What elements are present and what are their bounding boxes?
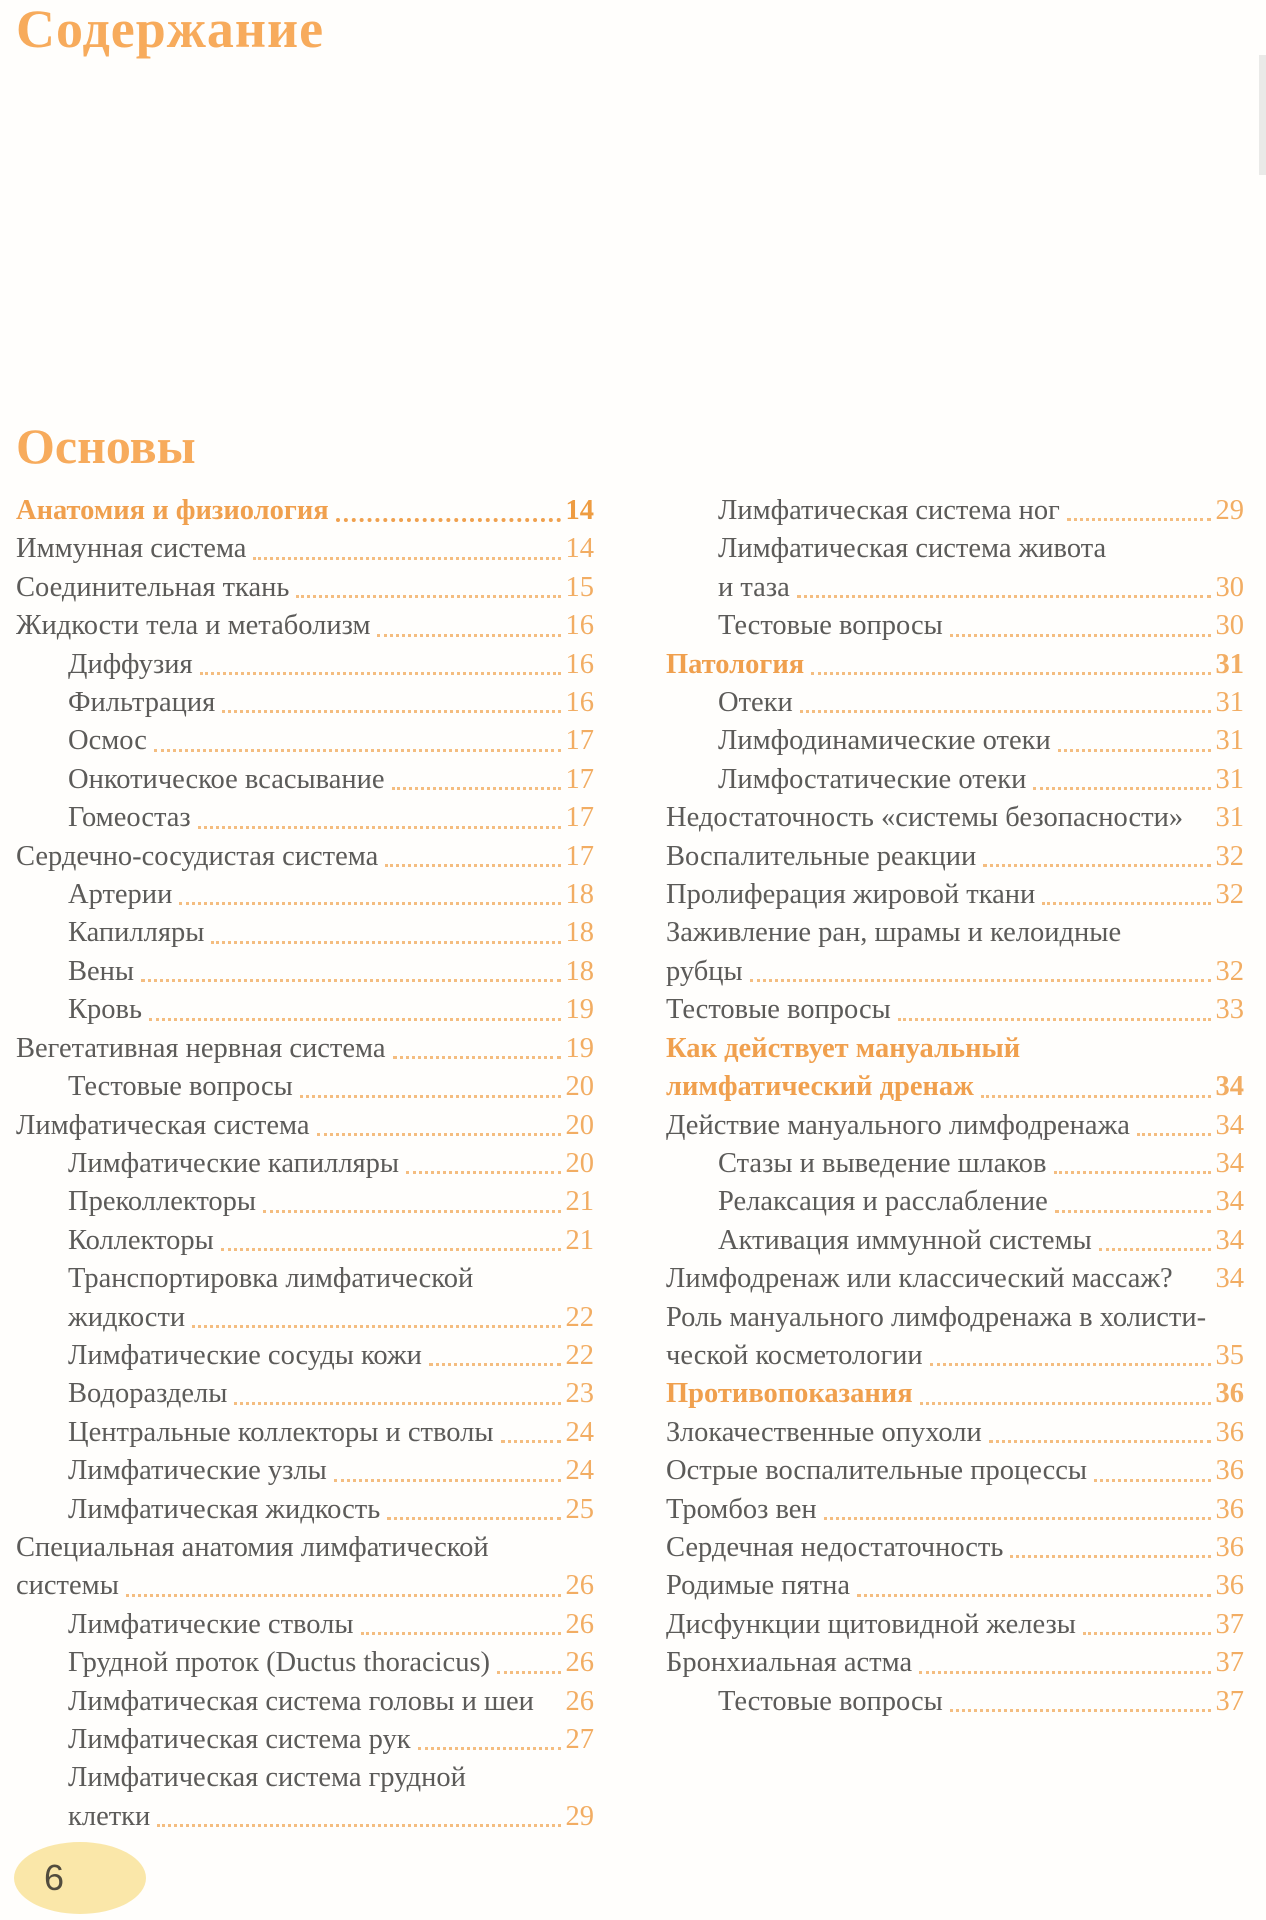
dot-leader [1058,749,1211,752]
toc-page-number: 16 [565,648,594,680]
toc-entry [666,1030,1244,1068]
toc-page-number: 24 [565,1455,594,1487]
toc-entry-label: Лимфостатические отеки [718,763,1027,795]
dot-leader [898,1018,1211,1021]
toc-entry-label: Специальная анатомия лимфатической [16,1531,489,1563]
toc-page-number: 34 [1215,1224,1244,1256]
toc-entry [666,876,1244,914]
toc-entry [16,799,594,837]
toc-entry-label: Как действует мануальный [666,1032,1021,1064]
toc-page-number: 25 [565,1493,594,1525]
toc-entry [666,953,1244,991]
dot-leader [1042,902,1210,905]
page-number: 6 [44,1857,65,1898]
toc-entry [16,492,594,530]
toc-page-number: 36 [1215,1455,1244,1487]
toc-page-number: 31 [1215,763,1244,795]
toc-entry-label: Отеки [718,687,793,719]
toc-page-number: 32 [1215,840,1244,872]
toc-page-number: 20 [565,1071,594,1103]
toc-entry-label: Грудной проток (Ductus thoracicus) [68,1647,491,1679]
toc-entry [16,1452,594,1490]
toc-entry [666,1222,1244,1260]
toc-page-number: 18 [565,917,594,949]
toc-entry-label: Пролиферация жировой ткани [666,879,1036,911]
dot-leader [126,1594,561,1597]
toc-entry-label: Вегетативная нервная система [16,1032,386,1064]
toc-entry [666,1414,1244,1452]
toc-entry-label: Жидкости тела и метаболизм [16,610,371,642]
toc-entry-label: Лимфатическая система ног [718,495,1060,526]
toc-entry-label: Водоразделы [68,1378,228,1410]
dot-leader [811,672,1210,675]
toc-page-number: 22 [565,1301,594,1333]
toc-page-number: 17 [565,725,594,757]
toc-entry-label: Фильтрация [68,687,216,719]
toc-entry-label: Лимфатическая система рук [68,1724,411,1755]
dot-leader [387,1517,560,1520]
toc-page-number: 16 [565,610,594,642]
toc-entry-label: Лимфатические стволы [68,1608,354,1640]
dot-leader [385,864,560,867]
dot-leader [950,1709,1211,1712]
toc-entry [16,1068,594,1106]
toc-page-number: 34 [1215,1263,1244,1295]
toc-entry [16,953,594,991]
toc-entry [16,1644,594,1682]
toc-page-number: 36 [1215,1493,1244,1525]
toc-entry [16,1529,594,1567]
dot-leader [361,1632,561,1635]
toc-entry [16,838,594,876]
toc-entry-label: Лимфатическая жидкость [68,1493,381,1525]
dot-leader [750,979,1211,982]
toc-entry [666,1644,1244,1682]
toc-entry-label: Релаксация и расслабление [718,1186,1048,1218]
toc-entry-label: Лимфатическая система грудной [68,1762,466,1794]
toc-page-number: 19 [565,1032,594,1064]
toc-entry-label: Тестовые вопросы [68,1071,293,1103]
toc-page-number: 17 [565,802,594,834]
dot-leader [179,902,560,905]
dot-leader [198,826,561,829]
toc-entry-label: ческой косметологии [666,1339,923,1371]
toc-page-number: 33 [1215,994,1244,1026]
toc-entry [16,1183,594,1221]
dot-leader [149,1018,561,1021]
toc-entry [16,1759,594,1797]
toc-entry [666,1683,1244,1721]
dot-leader [154,749,561,752]
toc-page-number: 35 [1215,1339,1244,1371]
dot-leader [429,1363,561,1366]
toc-entry [16,646,594,684]
toc-entry [666,1567,1244,1605]
toc-entry-label: Дисфункции щитовидной железы [666,1608,1076,1640]
toc-page-number: 22 [565,1339,594,1371]
toc-entry [666,607,1244,645]
dot-leader [300,1095,561,1098]
dot-leader [824,1517,1211,1520]
toc-entry [666,761,1244,799]
toc-entry [16,1145,594,1183]
dot-leader [857,1594,1211,1597]
toc-page-number: 26 [565,1647,594,1679]
toc-entry [16,607,594,645]
toc-entry [16,1491,594,1529]
dot-leader [497,1671,560,1674]
dot-leader [797,595,1211,598]
dot-leader [1067,518,1211,521]
toc-page-number: 31 [1215,648,1244,680]
dot-leader [211,941,560,944]
toc-page-number: 20 [565,1147,594,1179]
toc-entry [666,1606,1244,1644]
toc-entry [16,722,594,760]
dot-leader [1094,1479,1210,1482]
toc-page-number: 30 [1215,571,1244,603]
dot-leader [263,1210,560,1213]
toc-entry-label: Анатомия и физиология [16,495,329,526]
dot-leader [192,1325,560,1328]
toc-entry-label: Иммунная система [16,533,247,565]
toc-page-number: 29 [565,1800,594,1832]
toc-entry [666,684,1244,722]
toc-entry [16,1414,594,1452]
page-title: Содержание [16,0,325,59]
toc-entry [666,646,1244,684]
dot-leader [200,672,561,675]
toc-entry [666,1260,1244,1298]
toc-entry-label: Тестовые вопросы [718,1685,943,1717]
toc-entry [16,530,594,568]
toc-page-number: 15 [565,571,594,603]
toc-page-number: 32 [1215,879,1244,911]
dot-leader [392,787,561,790]
toc-entry [666,1491,1244,1529]
dot-leader [1010,1555,1210,1558]
toc-page-number: 24 [565,1416,594,1448]
toc-entry-label: Патология [666,648,805,680]
toc-page-number: 32 [1215,955,1244,987]
toc-entry-label: Родимые пятна [666,1570,850,1602]
section-heading-osnovy: Основы [16,418,196,474]
toc-entry-label: Бронхиальная астма [666,1647,913,1679]
dot-leader [1033,787,1210,790]
toc-entry [16,1798,594,1836]
dot-leader [157,1824,560,1827]
toc-page-number: 16 [565,687,594,719]
toc-entry [666,722,1244,760]
page-number-badge [14,1842,146,1914]
toc-entry-label: Сердечно-сосудистая система [16,840,379,872]
toc-page-number: 34 [1215,1071,1244,1103]
toc-page-number: 27 [565,1724,594,1755]
toc-page-number: 20 [565,1109,594,1141]
toc-entry [666,1452,1244,1490]
toc-entry [666,1145,1244,1183]
toc-entry-label: Злокачественные опухоли [666,1416,982,1448]
scan-edge-artifact [1259,55,1266,175]
dot-leader [800,710,1211,713]
toc-entry [666,1375,1244,1413]
toc-entry-label: Диффузия [68,648,193,680]
toc-entry-label: Стазы и выведение шлаков [718,1147,1047,1179]
dot-leader [1137,1133,1211,1136]
toc-entry-label: Преколлекторы [68,1186,257,1218]
toc-entry [16,1721,594,1759]
toc-entry [666,1068,1244,1106]
toc-entry-label: Лимфатические сосуды кожи [68,1339,422,1371]
dot-leader [234,1402,560,1405]
toc-page-number: 37 [1215,1685,1244,1717]
dot-leader [141,979,560,982]
toc-entry-label: Гомеостаз [68,802,191,834]
toc-page-number: 34 [1215,1147,1244,1179]
toc-entry [16,1606,594,1644]
toc-entry-label: рубцы [666,955,743,987]
toc-page-number: 31 [1215,687,1244,719]
toc-entry-label: Противопоказания [666,1378,913,1410]
toc-entry-label: Лимфатические капилляры [68,1147,400,1179]
dot-leader [221,1248,561,1251]
toc-entry [666,1529,1244,1567]
toc-entry [666,1337,1244,1375]
toc-entry-label: лимфатический дренаж [666,1071,974,1103]
toc-entry [16,914,594,952]
toc-entry-label: Капилляры [68,917,205,949]
toc-entry [16,1260,594,1298]
toc-entry-label: системы [16,1570,119,1602]
toc-entry [16,569,594,607]
toc-entry-label: Лимфатическая система [16,1109,310,1141]
toc-page-number: 19 [565,994,594,1026]
toc-entry [666,1299,1244,1337]
toc-entry [16,1030,594,1068]
toc-entry [16,1683,594,1721]
toc-page-number: 36 [1215,1416,1244,1448]
toc-entry-label: Заживление ран, шрамы и келоидные [666,917,1122,949]
toc-entry-label: Соединительная ткань [16,571,290,603]
toc-entry-label: жидкости [68,1301,186,1333]
toc-entry [16,876,594,914]
toc-entry [16,761,594,799]
dot-leader [253,557,560,560]
toc-page-number: 26 [565,1685,594,1717]
toc-entry [666,799,1244,837]
toc-entry [16,1337,594,1375]
dot-leader [377,634,560,637]
toc-entry-label: Воспалительные реакции [666,840,977,872]
dot-leader [1054,1171,1211,1174]
dot-leader [919,1671,1210,1674]
toc-entry-label: Недостаточность «системы безопасности» [666,802,1184,834]
toc-entry [666,1107,1244,1145]
dot-leader [418,1747,561,1750]
toc-entry-label: Действие мануального лимфодренажа [666,1109,1130,1141]
dot-leader [393,1056,561,1059]
toc-entry-label: Вены [68,955,135,987]
toc-page-number: 29 [1215,495,1244,526]
toc-left-column [16,492,594,1836]
toc-page-number: 26 [565,1608,594,1640]
dot-leader [981,1095,1211,1098]
toc-page-number: 36 [1215,1570,1244,1602]
dot-leader [989,1440,1211,1443]
toc-entry-label: и таза [718,571,790,603]
toc-page-number: 34 [1215,1109,1244,1141]
dot-leader [406,1171,560,1174]
toc-entry [16,1222,594,1260]
toc-page-number: 26 [565,1570,594,1602]
toc-page-number: 37 [1215,1647,1244,1679]
dot-leader [336,518,561,522]
toc-entry [16,1375,594,1413]
toc-entry-label: Артерии [68,879,173,911]
toc-page-number: 23 [565,1378,594,1410]
toc-page-number: 36 [1215,1531,1244,1563]
toc-entry-label: Коллекторы [68,1224,214,1256]
dot-leader [501,1440,561,1443]
toc-entry [666,914,1244,952]
table-of-contents [16,492,1244,1836]
toc-page-number: 34 [1215,1186,1244,1218]
toc-page-number: 21 [565,1186,594,1218]
dot-leader [1055,1210,1211,1213]
toc-page-number: 37 [1215,1608,1244,1640]
toc-page-number: 31 [1215,802,1244,834]
toc-entry [666,569,1244,607]
toc-entry-label: Тестовые вопросы [666,994,891,1026]
toc-entry [16,1567,594,1605]
toc-entry-label: Лимфатическая система головы и шеи [68,1685,534,1717]
toc-entry-label: Центральные коллекторы и стволы [68,1416,494,1448]
toc-entry-label: Онкотическое всасывание [68,763,385,795]
toc-entry-label: Тестовые вопросы [718,610,943,642]
dot-leader [920,1402,1211,1405]
toc-page-number: 18 [565,879,594,911]
toc-page-number: 21 [565,1224,594,1256]
toc-entry [666,492,1244,530]
toc-entry-label: клетки [68,1800,151,1832]
toc-page-number: 30 [1215,610,1244,642]
dot-leader [950,634,1211,637]
toc-entry [16,991,594,1029]
dot-leader [222,710,560,713]
toc-entry-label: Лимфатическая система живота [718,533,1107,565]
dot-leader [1083,1632,1211,1635]
dot-leader [983,864,1210,867]
toc-entry-label: Транспортировка лимфатической [68,1263,474,1295]
dot-leader [930,1363,1211,1366]
toc-entry-label: Роль мануального лимфодренажа в холисти- [666,1301,1207,1333]
toc-entry [666,530,1244,568]
toc-entry [666,991,1244,1029]
toc-entry [666,1183,1244,1221]
toc-entry [16,1299,594,1337]
toc-entry-label: Острые воспалительные процессы [666,1455,1088,1487]
toc-page-number: 17 [565,840,594,872]
toc-entry-label: Осмос [68,725,147,757]
toc-entry-label: Лимфатические узлы [68,1455,327,1487]
toc-page-number: 18 [565,955,594,987]
dot-leader [317,1133,561,1136]
toc-entry [16,684,594,722]
toc-page-number: 31 [1215,725,1244,757]
toc-entry-label: Активация иммунной системы [718,1224,1092,1256]
toc-page-number: 14 [565,533,594,565]
toc-page-number: 14 [565,495,594,526]
toc-entry-label: Лимфодинамические отеки [718,725,1051,757]
dot-leader [1099,1248,1211,1251]
toc-right-column [666,492,1244,1836]
toc-entry-label: Кровь [68,994,142,1026]
toc-entry-label: Лимфодренаж или классический массаж? [666,1263,1173,1295]
dot-leader [296,595,560,598]
toc-entry-label: Сердечная недостаточность [666,1531,1004,1563]
toc-entry [666,838,1244,876]
toc-entry-label: Тромбоз вен [666,1493,817,1525]
toc-entry [16,1107,594,1145]
dot-leader [334,1479,561,1482]
toc-page-number: 36 [1215,1378,1244,1410]
toc-page-number: 17 [565,763,594,795]
